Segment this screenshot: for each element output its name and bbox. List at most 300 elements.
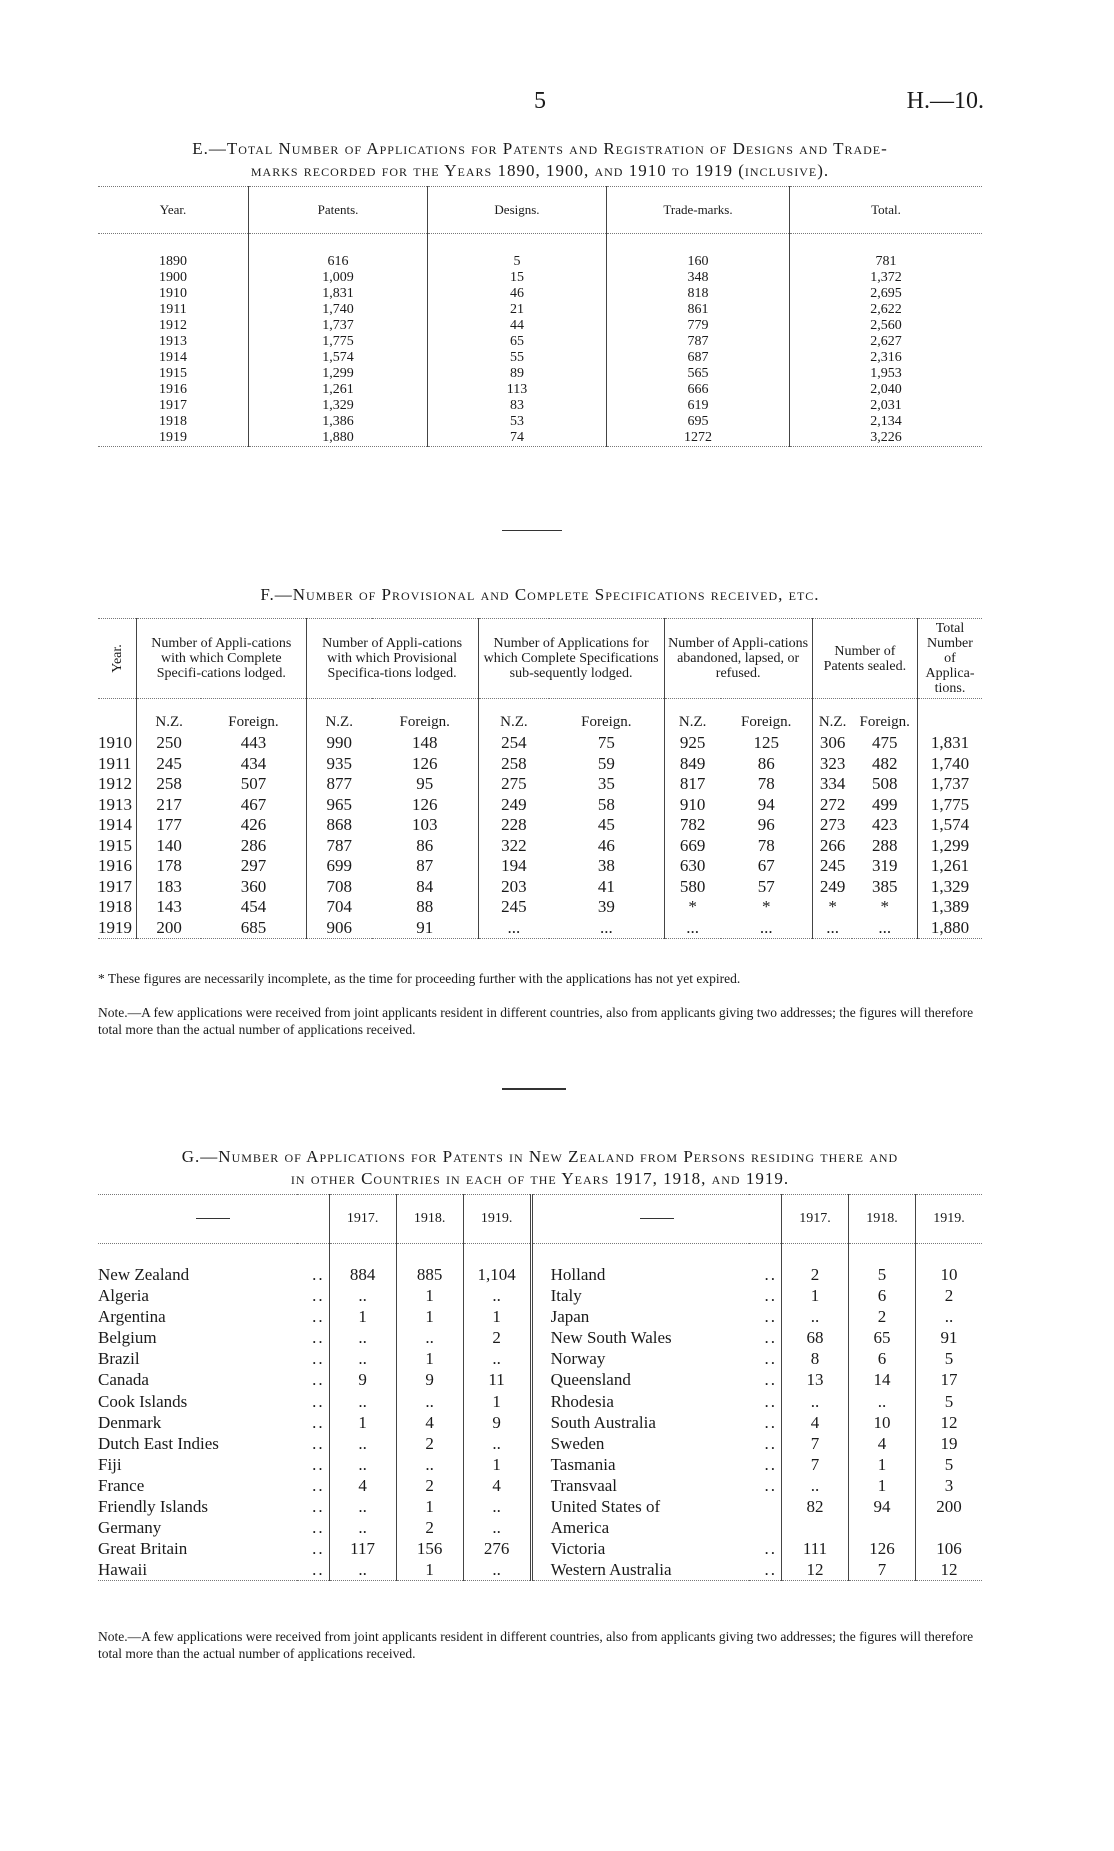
table-e-cell-patents: 1,299 <box>249 366 428 382</box>
count-cell: .. <box>396 1327 463 1348</box>
table-f-cell-year: 1915 <box>98 835 132 855</box>
table-f-cell: 249 <box>478 795 549 816</box>
table-row <box>98 754 982 775</box>
country-name: New Zealand <box>98 1265 190 1284</box>
count-cell: 12 <box>916 1559 983 1581</box>
table-row <box>98 366 982 382</box>
table-f-cell: 250 <box>137 733 202 754</box>
count-cell: 82 <box>782 1496 849 1517</box>
count-cell: .. <box>329 1327 396 1348</box>
count-cell: 9 <box>396 1369 463 1390</box>
table-f-cell: 704 <box>306 897 372 918</box>
count-cell: 1 <box>463 1391 531 1412</box>
table-f-caption: F.—Number of Provisional and Complete Specifications received, etc. <box>260 585 820 604</box>
table-f-cell: ... <box>664 918 721 939</box>
table-e-cell-year: 1890 <box>159 254 187 269</box>
count-cell: 65 <box>849 1327 916 1348</box>
table-f-cell: 148 <box>411 733 438 752</box>
table-e-cell-total: 2,627 <box>790 334 983 350</box>
table-f-cell: 143 <box>137 897 202 918</box>
table-e-cell-designs: 83 <box>428 398 607 414</box>
table-e-cell-designs: 65 <box>428 334 607 350</box>
table-row <box>98 1327 982 1348</box>
count-cell: 94 <box>849 1496 916 1517</box>
count-cell: 10 <box>916 1244 983 1286</box>
count-cell: 1 <box>849 1454 916 1475</box>
table-e-cell-total: 2,560 <box>790 318 983 334</box>
count-cell: 2 <box>849 1306 916 1327</box>
table-f-cell: 1,775 <box>918 795 983 816</box>
count-cell: 12 <box>782 1559 849 1581</box>
count-cell: 5 <box>916 1454 983 1475</box>
table-g-col-country-left <box>98 1195 329 1244</box>
table-row <box>98 1391 982 1412</box>
table-f-cell: 203 <box>478 877 549 898</box>
country-name: Japan <box>531 1306 749 1327</box>
table-e-cell-trademarks: 787 <box>607 334 790 350</box>
table-f-group-sealed: Number of Patents sealed. <box>812 619 917 699</box>
table-e-cell-year: 1918 <box>159 414 187 429</box>
table-g-header-row <box>98 1195 982 1244</box>
count-cell: 156 <box>396 1538 463 1559</box>
table-e-cell-total: 2,622 <box>790 302 983 318</box>
table-e-cell-patents: 1,574 <box>249 350 428 366</box>
table-f-cell: 1,574 <box>918 815 983 836</box>
table-e-cell-year: 1914 <box>159 350 187 365</box>
table-f-group-total: Total Number of Applica-tions. <box>918 619 983 699</box>
count-cell: 884 <box>329 1244 396 1286</box>
table-f-sub-year <box>98 699 137 734</box>
table-f-cell: 877 <box>306 774 372 795</box>
count-cell: 200 <box>916 1496 983 1517</box>
table-f-cell: 507 <box>240 774 267 793</box>
table-g <box>98 1194 982 1581</box>
table-f-cell: 965 <box>306 795 372 816</box>
count-cell: 2 <box>396 1433 463 1454</box>
table-f-cell: 925 <box>664 733 721 754</box>
table-row <box>98 318 982 334</box>
table-f-cell: 75 <box>597 733 615 752</box>
table-f-cell: 87 <box>416 856 434 875</box>
table-f-cell: 258 <box>137 774 202 795</box>
table-e-cell-total: 1,953 <box>790 366 983 382</box>
table-f-cell: 508 <box>871 774 898 793</box>
table-g-col-1919: 1919. <box>916 1195 983 1244</box>
table-row <box>98 774 982 795</box>
table-f <box>98 618 982 939</box>
table-f-group-provisional: Number of Appli-cations with which Provisional Specifica-tions lodged. <box>306 619 478 699</box>
table-f-cell: 288 <box>871 835 898 855</box>
table-e-col-total: Total. <box>790 187 983 234</box>
table-f-cell: 126 <box>411 794 438 814</box>
leader-dots: .. <box>764 1475 777 1495</box>
table-e-cell-year: 1919 <box>159 430 187 445</box>
table-f-cell: 306 <box>812 733 852 754</box>
table-f-cell: ... <box>599 917 613 937</box>
table-f-cell: 57 <box>757 876 775 896</box>
table-f-cell: 1,831 <box>918 733 983 754</box>
table-f-cell: 817 <box>664 774 721 795</box>
count-cell: 6 <box>849 1285 916 1306</box>
table-f-cell: 39 <box>597 897 615 916</box>
table-e-cell-year: 1900 <box>159 270 187 285</box>
table-row <box>98 1559 982 1581</box>
leader-dots: .. <box>764 1391 777 1411</box>
leader-dots: .. <box>312 1433 325 1453</box>
table-e-cell-designs: 5 <box>428 234 607 271</box>
country-name: New South Wales <box>531 1327 749 1348</box>
table-row <box>98 1369 982 1390</box>
table-g-body <box>98 1244 982 1581</box>
table-f-cell: * <box>812 897 852 918</box>
country-name: Hawaii <box>98 1560 148 1580</box>
country-name: Cook Islands <box>98 1391 188 1411</box>
country-name: Victoria <box>531 1538 749 1559</box>
table-row <box>98 1412 982 1433</box>
country-name: Fiji <box>98 1454 122 1474</box>
table-f-cell: ... <box>812 918 852 939</box>
table-e-cell-designs: 74 <box>428 430 607 447</box>
leader-dots: .. <box>764 1412 777 1432</box>
table-f-cell: 86 <box>416 835 434 855</box>
country-name: Brazil <box>98 1349 140 1369</box>
table-row <box>98 1244 982 1286</box>
table-row <box>98 1475 982 1496</box>
table-f-cell: 177 <box>137 815 202 836</box>
count-cell: 1,104 <box>463 1244 531 1286</box>
table-row <box>98 918 982 939</box>
table-g-col-1917: 1917. <box>782 1195 849 1244</box>
table-e-cell-designs: 21 <box>428 302 607 318</box>
table-f-cell: 426 <box>240 815 267 834</box>
table-e-cell-designs: 53 <box>428 414 607 430</box>
table-f-cell: 258 <box>478 754 549 775</box>
table-f-cell: 217 <box>137 795 202 816</box>
count-cell: .. <box>916 1306 983 1327</box>
table-f-sub-foreign: Foreign. <box>721 699 813 734</box>
table-e-cell-patents: 1,737 <box>249 318 428 334</box>
table-e-cell-designs: 15 <box>428 270 607 286</box>
table-e-cell-total: 2,695 <box>790 286 983 302</box>
table-f-footnote: * These figures are necessarily incomplete, as the time for proceeding further with the applications has not yet expired. <box>98 971 741 986</box>
count-cell: 885 <box>396 1244 463 1286</box>
table-e-cell-total: 2,134 <box>790 414 983 430</box>
count-cell: 4 <box>463 1475 531 1496</box>
table-f-cell: 245 <box>478 897 549 918</box>
leader-dots: .. <box>312 1370 325 1390</box>
count-cell: 11 <box>463 1369 531 1390</box>
table-f-cell: 482 <box>871 753 898 773</box>
leader-dots: .. <box>312 1286 325 1306</box>
table-f-cell: 78 <box>757 835 775 855</box>
table-f-group-subsequent: Number of Applications for which Complete Specifications sub-sequently lodged. <box>478 619 664 699</box>
table-g-col-1918: 1918. <box>849 1195 916 1244</box>
table-e-cell-patents: 616 <box>249 234 428 271</box>
country-name: South Australia <box>531 1412 749 1433</box>
table-f-sub-foreign: Foreign. <box>549 699 664 734</box>
count-cell: 5 <box>849 1244 916 1286</box>
count-cell: 1 <box>396 1306 463 1327</box>
table-e-cell-trademarks: 861 <box>607 302 790 318</box>
table-f-cell: 1,389 <box>918 897 983 918</box>
count-cell: 9 <box>463 1412 531 1433</box>
country-name: Belgium <box>98 1328 157 1348</box>
table-f-body <box>98 733 982 939</box>
table-e-cell-year: 1911 <box>159 302 187 317</box>
table-e-cell-year: 1916 <box>159 382 187 397</box>
table-f-cell: 84 <box>416 876 434 896</box>
divider <box>502 530 562 531</box>
table-f-cell: 423 <box>871 815 898 834</box>
country-name: France <box>98 1475 145 1495</box>
count-cell: 4 <box>849 1433 916 1454</box>
table-f-cell: 272 <box>812 795 852 816</box>
country-name: United States of <box>531 1496 749 1517</box>
table-row <box>98 334 982 350</box>
table-e-cell-patents: 1,386 <box>249 414 428 430</box>
table-f-cell-year: 1911 <box>98 753 132 773</box>
count-cell: 3 <box>916 1475 983 1496</box>
table-f-cell: 434 <box>240 753 267 773</box>
table-e-cell-trademarks: 160 <box>607 234 790 271</box>
table-e-header-row <box>98 187 982 234</box>
count-cell: 17 <box>916 1369 983 1390</box>
table-f-cell-year: 1919 <box>98 917 132 937</box>
table-f-cell: 630 <box>664 856 721 877</box>
table-row <box>98 1517 982 1538</box>
table-f-cell: 1,880 <box>918 918 983 939</box>
count-cell: 126 <box>849 1538 916 1559</box>
leader-dots: .. <box>764 1560 777 1580</box>
table-f-cell: 88 <box>416 897 434 916</box>
count-cell: 12 <box>916 1412 983 1433</box>
count-cell: 19 <box>916 1433 983 1454</box>
count-cell: .. <box>329 1496 396 1517</box>
count-cell: 117 <box>329 1538 396 1559</box>
table-e-cell-total: 1,372 <box>790 270 983 286</box>
table-e-cell-patents: 1,880 <box>249 430 428 447</box>
table-f-cell: 125 <box>753 733 779 752</box>
count-cell: 7 <box>782 1433 849 1454</box>
count-cell: 1 <box>329 1412 396 1433</box>
table-f-cell: 322 <box>478 836 549 857</box>
count-cell <box>916 1517 983 1538</box>
table-f-cell: 96 <box>757 815 775 834</box>
leader-dots: .. <box>764 1539 777 1559</box>
table-f-sub-header-row <box>98 699 982 734</box>
table-f-cell: 41 <box>597 876 615 896</box>
table-row <box>98 1285 982 1306</box>
count-cell: 1 <box>463 1306 531 1327</box>
country-name: Sweden <box>531 1433 749 1454</box>
table-f-cell: 1,329 <box>918 877 983 898</box>
country-name: Argentina <box>98 1307 166 1327</box>
table-f-cell-year: 1914 <box>98 815 132 834</box>
table-row <box>98 1348 982 1369</box>
table-e-cell-total: 3,226 <box>790 430 983 447</box>
count-cell: .. <box>329 1517 396 1538</box>
table-row <box>98 1306 982 1327</box>
table-e-cell-total: 2,031 <box>790 398 983 414</box>
table-f-cell: 200 <box>137 918 202 939</box>
country-name: Rhodesia <box>531 1391 749 1412</box>
table-e-col-patents: Patents. <box>249 187 428 234</box>
count-cell: 13 <box>782 1369 849 1390</box>
table-e-cell-trademarks: 818 <box>607 286 790 302</box>
count-cell: 2 <box>396 1475 463 1496</box>
table-f-group-header-row <box>98 619 982 699</box>
table-f-sub-nz: N.Z. <box>137 699 202 734</box>
table-e-cell-trademarks: 1272 <box>607 430 790 447</box>
table-row <box>98 430 982 447</box>
dash-mark <box>196 1218 230 1219</box>
count-cell <box>849 1517 916 1538</box>
leader-dots: .. <box>764 1307 777 1327</box>
table-e-cell-trademarks: 687 <box>607 350 790 366</box>
count-cell: 276 <box>463 1538 531 1559</box>
table-f-cell-year: 1913 <box>98 794 132 814</box>
count-cell: 5 <box>916 1348 983 1369</box>
count-cell: 68 <box>782 1327 849 1348</box>
table-f-cell: 454 <box>240 897 267 916</box>
table-f-cell: 1,740 <box>918 754 983 775</box>
count-cell: 4 <box>782 1412 849 1433</box>
table-e-cell-total: 2,040 <box>790 382 983 398</box>
table-e-col-designs: Designs. <box>428 187 607 234</box>
table-f-cell-year: 1910 <box>98 733 132 752</box>
country-name: Tasmania <box>531 1454 749 1475</box>
leader-dots: .. <box>764 1454 777 1474</box>
count-cell: 2 <box>916 1285 983 1306</box>
table-f-cell: 94 <box>757 794 775 814</box>
table-f-cell: 669 <box>664 836 721 857</box>
table-f-cell: 273 <box>812 815 852 836</box>
table-f-cell: 67 <box>757 856 775 875</box>
table-row <box>98 1538 982 1559</box>
table-e-cell-patents: 1,009 <box>249 270 428 286</box>
country-name: Algeria <box>98 1286 149 1306</box>
table-e-cell-year: 1912 <box>159 318 187 333</box>
table-f-sub-foreign: Foreign. <box>201 699 306 734</box>
table-row <box>98 897 982 918</box>
count-cell: 14 <box>849 1369 916 1390</box>
dash-mark <box>640 1218 674 1219</box>
table-f-sub-foreign: Foreign. <box>372 699 478 734</box>
table-f-cell: 467 <box>240 794 267 814</box>
table-f-cell: 787 <box>306 836 372 857</box>
table-f-cell: 443 <box>240 733 267 752</box>
table-e-col-year: Year. <box>98 187 249 234</box>
table-e-cell-designs: 113 <box>428 382 607 398</box>
leader-dots: .. <box>312 1349 325 1369</box>
table-e-cell-trademarks: 666 <box>607 382 790 398</box>
table-e-cell-designs: 44 <box>428 318 607 334</box>
table-e-cell-trademarks: 619 <box>607 398 790 414</box>
leader-dots: .. <box>312 1412 325 1432</box>
table-f-sub-foreign: Foreign. <box>852 699 917 734</box>
table-f-cell-year: 1917 <box>98 876 132 896</box>
count-cell: 111 <box>782 1538 849 1559</box>
country-name: Dutch East Indies <box>98 1433 219 1453</box>
leader-dots: .. <box>312 1265 325 1284</box>
leader-dots: .. <box>764 1349 777 1369</box>
page-number: 5 <box>534 88 546 114</box>
table-f-cell-year: 1916 <box>98 856 132 875</box>
table-e-caption-line1: E.—Total Number of Applications for Patents and Registration of Designs and Trade- <box>192 139 888 158</box>
table-g-col-1919: 1919. <box>463 1195 531 1244</box>
count-cell: 1 <box>782 1285 849 1306</box>
table-f-cell: 708 <box>306 877 372 898</box>
count-cell: 7 <box>849 1559 916 1581</box>
country-name: Holland <box>531 1244 749 1286</box>
table-e-cell-patents: 1,831 <box>249 286 428 302</box>
table-e-cell-total: 2,316 <box>790 350 983 366</box>
table-row <box>98 815 982 836</box>
count-cell: .. <box>329 1391 396 1412</box>
table-f-cell: 499 <box>871 794 898 814</box>
table-f-cell: 906 <box>306 918 372 939</box>
leader-dots: .. <box>312 1560 325 1580</box>
table-e-body <box>98 234 982 447</box>
leader-dots: .. <box>312 1454 325 1474</box>
country-name: Norway <box>531 1348 749 1369</box>
table-f-cell: ... <box>478 918 549 939</box>
count-cell: .. <box>782 1475 849 1496</box>
table-row <box>98 1454 982 1475</box>
leader-dots: .. <box>312 1539 325 1559</box>
table-f-cell-year: 1918 <box>98 897 132 916</box>
table-g-note: Note.—A few applications were received from joint applicants resident in different countries, also from applicants giving two addresses; the figures will therefore total more than the actual number of applications received. <box>98 1629 974 1661</box>
table-f-cell: 228 <box>478 815 549 836</box>
table-row <box>98 234 982 271</box>
table-f-cell: 286 <box>240 835 267 855</box>
table-f-cell: * <box>880 897 889 916</box>
count-cell: 1 <box>396 1559 463 1581</box>
table-f-cell: 91 <box>416 917 434 937</box>
table-f-cell: 249 <box>812 877 852 898</box>
table-f-cell: 360 <box>240 876 267 896</box>
table-f-cell: 334 <box>812 774 852 795</box>
count-cell: .. <box>849 1391 916 1412</box>
count-cell: 1 <box>396 1285 463 1306</box>
table-e-caption-line2: marks recorded for the Years 1890, 1900, and 1910 to 1919 (inclusive). <box>250 161 830 180</box>
leader-dots: .. <box>312 1391 325 1411</box>
table-e-cell-patents: 1,775 <box>249 334 428 350</box>
table-e <box>98 186 982 447</box>
table-f-cell: 990 <box>306 733 372 754</box>
table-f-cell-year: 1912 <box>98 774 132 793</box>
count-cell: .. <box>463 1496 531 1517</box>
country-name: America <box>531 1517 749 1538</box>
table-f-cell: 95 <box>416 774 434 793</box>
count-cell: 1 <box>396 1348 463 1369</box>
leader-dots: .. <box>764 1433 777 1453</box>
table-f-cell: 323 <box>812 754 852 775</box>
country-name: Italy <box>531 1285 749 1306</box>
table-e-cell-year: 1910 <box>159 286 187 301</box>
divider <box>502 1088 566 1090</box>
country-name: Western Australia <box>531 1559 749 1581</box>
table-f-cell: 1,261 <box>918 856 983 877</box>
country-name: Queensland <box>531 1369 749 1390</box>
table-f-cell: 45 <box>597 815 615 834</box>
table-f-cell: 699 <box>306 856 372 877</box>
count-cell: .. <box>782 1391 849 1412</box>
count-cell: 91 <box>916 1327 983 1348</box>
country-name: Friendly Islands <box>98 1497 209 1517</box>
table-e-cell-designs: 46 <box>428 286 607 302</box>
table-f-cell: 475 <box>871 733 898 752</box>
